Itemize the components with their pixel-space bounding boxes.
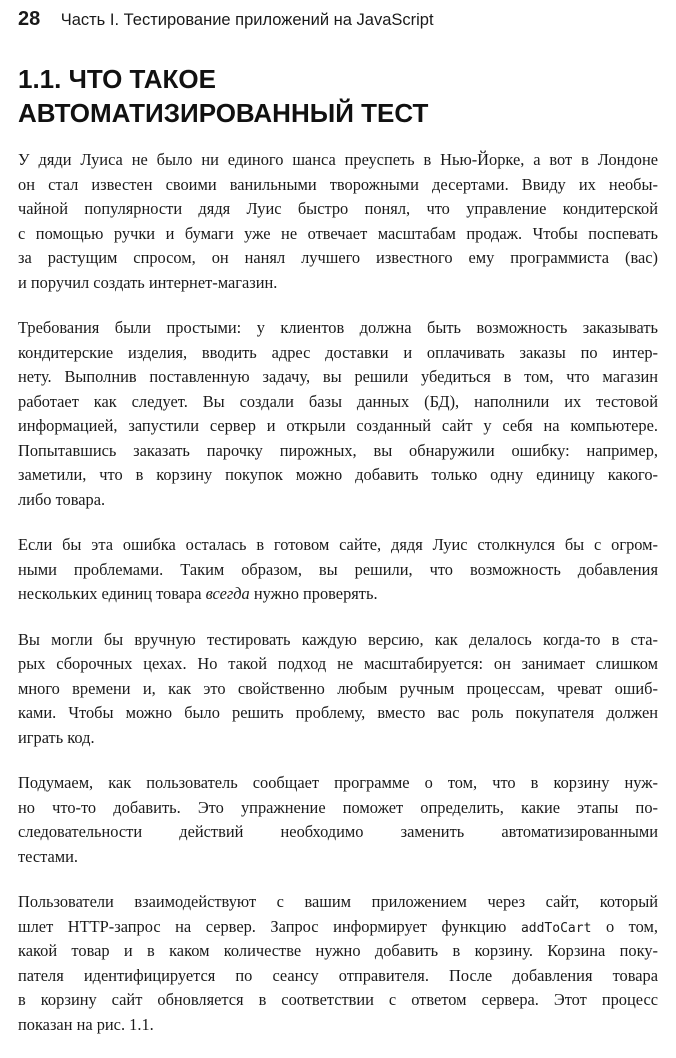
text-line: с помощью ручки и бумаги уже не отвечает масштабам продаж. Чтобы поспевать — [18, 223, 658, 243]
text-line: и поручил создать интернет-магазин. — [18, 272, 278, 292]
body-text — [18, 148, 658, 1058]
section-heading — [18, 62, 658, 130]
text-line: Если бы эта ошибка осталась в готовом сайте, дядя Луис столкнулся бы с огром- — [18, 535, 658, 554]
text-line: рых сборочных цехах. Но такой подход не масштабируется: он занимает слишком — [18, 654, 658, 673]
text-line: показан на рис. 1.1. — [18, 1014, 154, 1034]
paragraph-user-flow — [18, 771, 658, 869]
text-line: нету. Выполнив поставленную задачу, вы решили убедиться в том, что магазин — [18, 367, 658, 386]
text-fragment: о том, — [591, 916, 658, 936]
text-fragment: нескольких единиц товара — [18, 584, 206, 603]
text-line: какой товар и в каком количестве нужно добавить в корзину. Корзина поку- — [18, 941, 658, 960]
running-title: Часть I. Тестирование приложений на JavaScript — [60, 11, 434, 29]
text-fragment: шлет HTTP-запрос на сервер. Запрос информирует функцию — [18, 916, 521, 936]
text-line: либо товара. — [18, 489, 106, 509]
text-line: Попытавшись заказать парочку пирожных, вы обнаружили ошибку: например, — [18, 440, 658, 460]
text-line: тестами. — [18, 846, 79, 866]
emphasis-text: всегда — [205, 584, 250, 603]
text-fragment: нужно проверять. — [249, 584, 378, 603]
text-line: Требования были простыми: у клиентов должна быть возможность заказывать — [18, 318, 658, 337]
text-line — [18, 582, 658, 607]
page-number: 28 — [18, 8, 41, 30]
text-line: ными проблемами. Таким образом, вы решили, что возможность добавления — [18, 559, 658, 579]
text-line: работает как следует. Вы создали базы данных (БД), наполнили их тестовой — [18, 391, 658, 411]
text-line: чайной популярности дядя Луис быстро понял, что управление кондитерской — [18, 199, 658, 218]
running-head — [18, 8, 658, 36]
text-line: за растущим спросом, он нанял лучшего известного ему программиста (вас) — [18, 248, 658, 267]
text-line: кондитерские изделия, вводить адрес доставки и оплачивать заказы по интер- — [18, 342, 658, 362]
text-line: Вы могли бы вручную тестировать каждую версию, как делалось когда-то в ста- — [18, 629, 658, 649]
text-line: У дяди Луиса не было ни единого шанса преуспеть в Нью-Йорке, а вот в Лондоне — [18, 150, 658, 169]
section-heading-line: АВТОМАТИЗИРОВАННЫЙ ТЕСТ — [18, 98, 429, 128]
text-line — [18, 915, 658, 940]
paragraph-manual-testing — [18, 628, 658, 751]
text-line: Подумаем, как пользователь сообщает программе о том, что в корзину нуж- — [18, 773, 658, 792]
text-line: ками. Чтобы можно было решить проблему, вместо вас роль покупателя должен — [18, 703, 658, 722]
paragraph-bug — [18, 533, 658, 607]
text-line: но что-то добавить. Это упражнение поможет определить, какие этапы по- — [18, 797, 658, 817]
text-line: заметили, что в корзину покупок можно добавить только одну единицу какого- — [18, 465, 658, 484]
text-line: много времени и, как это свойственно любым ручным процессам, чреват ошиб- — [18, 678, 658, 698]
text-line: в корзину сайт обновляется в соответствии с ответом сервера. Этот процесс — [18, 990, 658, 1009]
text-line: следовательности действий необходимо заменить автоматизированными — [18, 822, 658, 841]
paragraph-http-request — [18, 890, 658, 1037]
code-identifier: addToCart — [520, 920, 592, 936]
text-line: играть код. — [18, 727, 95, 747]
paragraph-requirements — [18, 316, 658, 512]
text-line: Пользователи взаимодействуют с вашим приложением через сайт, который — [18, 892, 658, 911]
paragraph-intro — [18, 148, 658, 295]
text-line: информацией, запустили сервер и открыли созданный сайт у себя на компьютере. — [18, 416, 658, 435]
text-line: пателя идентифицируется по сеансу отправителя. После добавления товара — [18, 965, 658, 985]
text-line: он стал известен своими ванильными творожными десертами. Ввиду их необы- — [18, 174, 658, 194]
section-heading-line: 1.1. ЧТО ТАКОЕ — [18, 64, 216, 94]
